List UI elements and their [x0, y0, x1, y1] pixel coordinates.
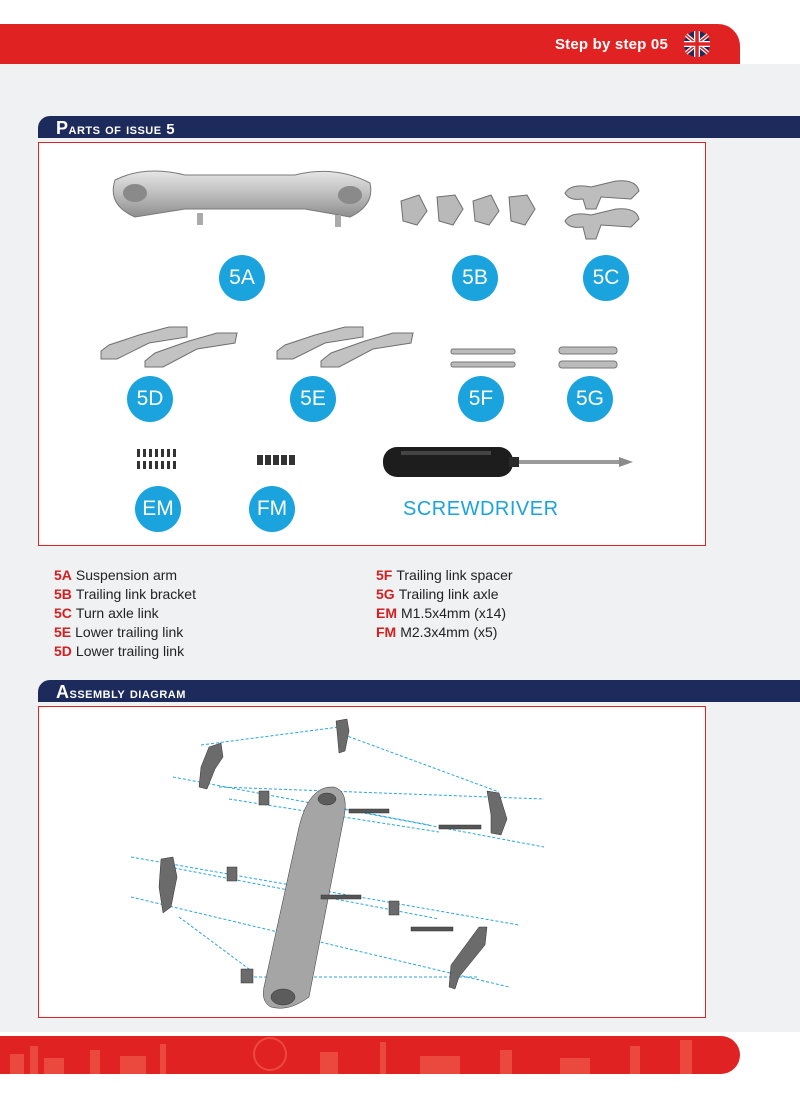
part-badge-5g: 5G: [567, 376, 613, 422]
assembly-section-header: [38, 680, 800, 702]
lower-trailing-links-5e-image: [275, 321, 417, 369]
legend-row: 5C Turn axle link: [54, 605, 159, 621]
assembly-section-title: Assembly diagram: [56, 682, 186, 702]
part-badge-em: EM: [135, 486, 181, 532]
legend-row: 5D Lower trailing link: [54, 643, 185, 659]
parts-section-header: [38, 116, 800, 138]
assembly-parts: [159, 719, 507, 1008]
em-screws-image: [135, 447, 185, 473]
legend-row: FM M2.3x4mm (x5): [376, 624, 498, 640]
screwdriver-label: SCREWDRIVER: [403, 498, 559, 520]
assembly-panel: [38, 706, 706, 1018]
trailing-link-axles-image: [557, 345, 621, 371]
part-badge-5f: 5F: [458, 376, 504, 422]
part-badge-5a: 5A: [219, 255, 265, 301]
part-badge-5c: 5C: [583, 255, 629, 301]
turn-axle-links-image: [561, 173, 651, 253]
london-skyline-icon: [0, 1036, 740, 1074]
parts-section-title: Parts of issue 5: [56, 118, 176, 138]
trailing-link-brackets-image: [397, 191, 537, 231]
legend-row: 5F Trailing link spacer: [376, 567, 513, 583]
screwdriver-image: [381, 443, 635, 483]
parts-legend-right: [376, 566, 513, 642]
parts-legend-left: [54, 566, 196, 661]
page-title: Step by step 05: [554, 36, 668, 53]
header-bar: [0, 24, 740, 64]
parts-panel: [38, 142, 706, 546]
suspension-arm-image: [105, 165, 375, 235]
legend-row: 5A Suspension arm: [54, 567, 178, 583]
legend-row: 5G Trailing link axle: [376, 586, 499, 602]
part-badge-5d: 5D: [127, 376, 173, 422]
part-badge-fm: FM: [249, 486, 295, 532]
uk-flag-icon: [682, 30, 712, 58]
footer-skyline-bar: [0, 1036, 740, 1074]
legend-row: 5B Trailing link bracket: [54, 586, 196, 602]
fm-screws-image: [255, 453, 299, 469]
legend-row: EM M1.5x4mm (x14): [376, 605, 507, 621]
lower-trailing-links-5d-image: [99, 321, 241, 369]
assembly-diagram: [39, 707, 704, 1016]
trailing-link-spacers-image: [449, 347, 519, 371]
part-badge-5b: 5B: [452, 255, 498, 301]
part-badge-5e: 5E: [290, 376, 336, 422]
legend-row: 5E Lower trailing link: [54, 624, 184, 640]
